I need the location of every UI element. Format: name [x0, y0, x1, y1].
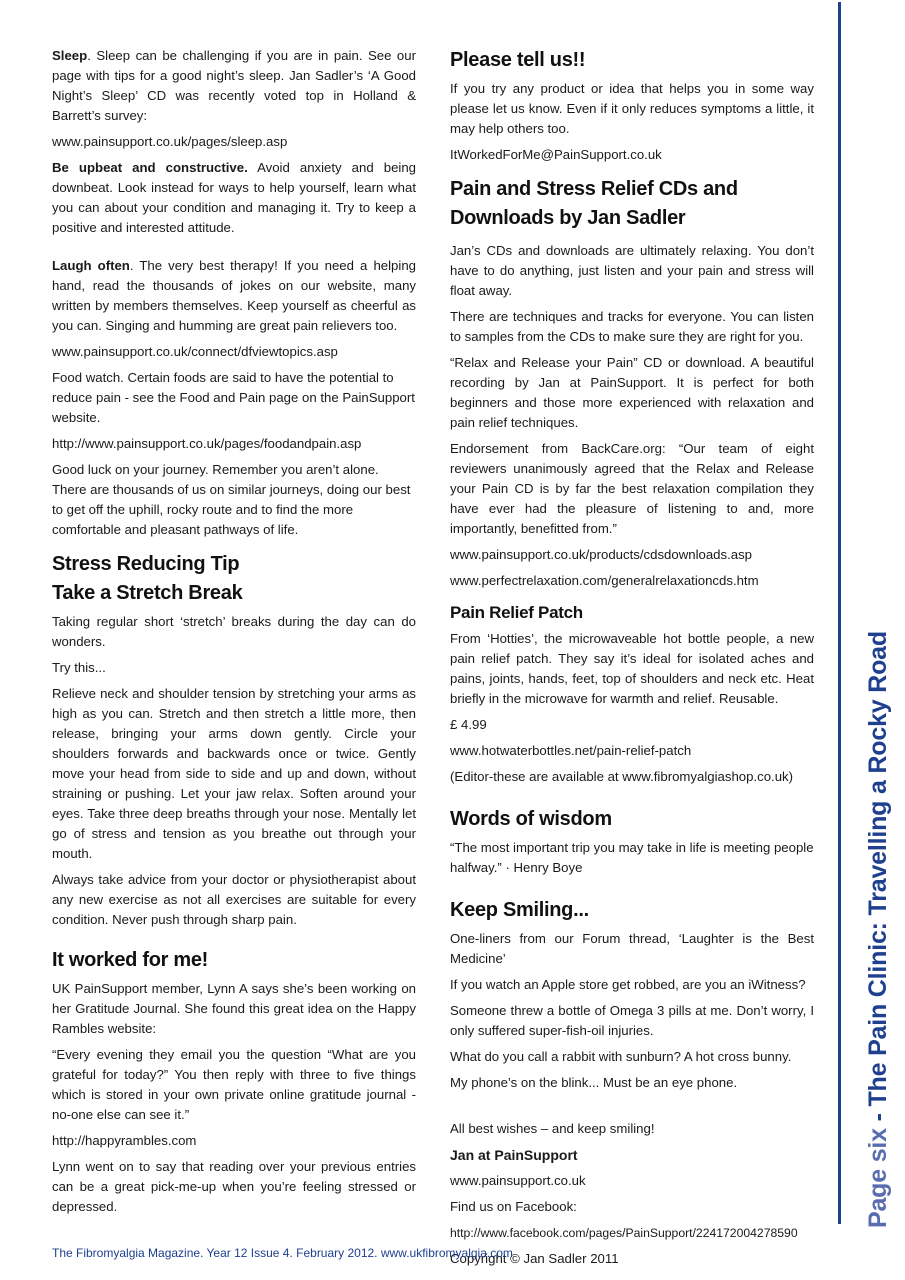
side-rule [838, 2, 841, 1224]
stretch-title: Take a Stretch Break [52, 582, 243, 604]
sleep-link[interactable]: www.painsupport.co.uk/pages/sleep.asp [52, 134, 288, 149]
laugh-paragraph [52, 256, 416, 336]
wisdom-section [450, 805, 814, 878]
patch-section [450, 601, 814, 787]
cds-p3: “Relax and Release your Pain” CD or download. A beautiful recording by Jan at PainSupport. It is perfect for both beginners and those more experienced with relaxation and pain relief techniques. [450, 355, 814, 430]
patch-link[interactable]: www.hotwaterbottles.net/pain-relief-patch [450, 743, 692, 758]
wisdom-title: Words of wisdom [450, 808, 612, 830]
copyright: Copyright © Jan Sadler 2011 [450, 1251, 619, 1266]
left-column [52, 46, 416, 1223]
cds-title-line1: Pain and Stress Relief CDs and [450, 178, 738, 200]
page-footer: The Fibromyalgia Magazine. Year 12 Issue 4. February 2012. www.ukfibromyalgia.com [52, 1246, 513, 1260]
patch-text: From ‘Hotties’, the microwaveable hot bottle people, a new pain relief patch. They say it’s ideal for isolated aches and pains, joints, hands, feet, top of shoulders and neck etc. Heat briefly in the microwave for warmth and relief. Reusable. [450, 631, 814, 706]
worked-section [52, 946, 416, 1217]
patch-price: £ 4.99 [450, 717, 487, 732]
facebook-link[interactable]: http://www.facebook.com/pages/PainSupport/224172004278590 [450, 1226, 798, 1240]
sleep-paragraph [52, 46, 416, 126]
laugh-lead: Laugh often [52, 258, 130, 273]
stress-title: Stress Reducing Tip [52, 553, 240, 575]
worked-title: It worked for me! [52, 949, 209, 971]
facebook-label: Find us on Facebook: [450, 1199, 577, 1214]
smiling-section [450, 896, 814, 1093]
section-title: - The Pain Clinic: Travelling a Rocky Road [864, 631, 892, 1129]
joke-item: Someone threw a bottle of Omega 3 pills at me. Don’t worry, I only suffered super-fish-oil injuries. [450, 1003, 814, 1038]
joke-item: If you watch an Apple store get robbed, are you an iWitness? [450, 977, 806, 992]
stress-advice: Always take advice from your doctor or physiotherapist about any new exercise as not all exercises are suitable for every condition. Never push through sharp pain. [52, 872, 416, 927]
forum-link[interactable]: www.painsupport.co.uk/connect/dfviewtopics.asp [52, 344, 338, 359]
joke-item: What do you call a rabbit with sunburn? A hot cross bunny. [450, 1049, 792, 1064]
luck-paragraph: Good luck on your journey. Remember you aren’t alone. There are thousands of us on similar journeys, doing our best to get off the uphill, rocky route and to find the more comfortable and pleasant pathways of life. [52, 462, 411, 537]
relaxation-link[interactable]: www.perfectrelaxation.com/generalrelaxationcds.htm [450, 573, 759, 588]
cds-p2: There are techniques and tracks for everyone. You can listen to samples from the CDs to make sure they are right for you. [450, 309, 814, 344]
right-column [450, 46, 814, 1275]
smiling-intro: One-liners from our Forum thread, ‘Laughter is the Best Medicine’ [450, 931, 814, 966]
editor-note: (Editor-these are available at www.fibromyalgiashop.co.uk) [450, 769, 794, 784]
stress-section [52, 550, 416, 930]
signoff-wishes: All best wishes – and keep smiling! [450, 1121, 655, 1136]
happyrambles-link[interactable]: http://happyrambles.com [52, 1133, 197, 1148]
upbeat-paragraph [52, 158, 416, 238]
stress-try: Try this... [52, 660, 106, 675]
stress-intro: Taking regular short ‘stretch’ breaks during the day can do wonders. [52, 614, 416, 649]
cds-endorsement: Endorsement from BackCare.org: “Our team of eight reviewers unanimously agreed that the Relax and Release your Pain CD is by far the best relaxation compilation they have ever had the pleasure of listening to and, more importantly, benefitted from.” [450, 441, 814, 536]
food-paragraph: Food watch. Certain foods are said to have the potential to reduce pain - see the Food and Pain page on the PainSupport website. [52, 370, 415, 425]
page-number: Page six [864, 1128, 892, 1228]
cds-p1: Jan’s CDs and downloads are ultimately relaxing. You don’t have to do anything, just listen and your pain and stress will float away. [450, 243, 814, 298]
signoff-name: Jan at PainSupport [450, 1147, 578, 1163]
food-link[interactable]: http://www.painsupport.co.uk/pages/foodandpain.asp [52, 436, 362, 451]
joke-item: My phone’s on the blink... Must be an eye phone. [450, 1075, 738, 1090]
worked-quote: “Every evening they email you the question “What are you grateful for today?” You then reply with three to five things which is stored in your own private online gratitude journal - no-one else can see it.” [52, 1047, 416, 1122]
laugh-text: . The very best therapy! If you need a helping hand, read the thousands of jokes on our website, many written by members themselves. Keep yourself as cheerful as you can. Singing and humming are great pain relievers too. [52, 258, 416, 333]
painsupport-link[interactable]: www.painsupport.co.uk [450, 1173, 586, 1188]
side-title [864, 631, 893, 1228]
wisdom-quote: “The most important trip you may take in life is meeting people halfway.” · Henry Boye [450, 840, 814, 875]
patch-title: Pain Relief Patch [450, 603, 583, 622]
stress-instructions: Relieve neck and shoulder tension by stretching your arms as high as you can. Stretch and then stretch a little more, then release, bringing your arms down gently. Circle your shoulders forwards and backwards once or twice. Gently move your head from side to side and up and down, without straining or pushing. Let your jaw relax. Soften around your eyes. Take three deep breaths through your nose. Mentally let go of stress and tension as you breathe out through your mouth. [52, 686, 416, 861]
tell-title: Please tell us!! [450, 49, 586, 71]
cds-section [450, 175, 814, 591]
smiling-title: Keep Smiling... [450, 899, 589, 921]
worked-intro: UK PainSupport member, Lynn A says she’s been working on her Gratitude Journal. She found this great idea on the Happy Rambles website: [52, 981, 416, 1036]
sleep-text: . Sleep can be challenging if you are in pain. See our page with tips for a good night’s sleep. Jan Sadler’s ‘A Good Night’s Sleep’ CD was recently voted top in Holland & Barrett’s survey: [52, 48, 416, 123]
tell-email-link[interactable]: ItWorkedForMe@PainSupport.co.uk [450, 147, 662, 162]
tell-text: If you try any product or idea that helps you in some way please let us know. Even if it only reduces symptoms a little, it may help others too. [450, 81, 814, 136]
sleep-lead: Sleep [52, 48, 88, 63]
worked-outro: Lynn went on to say that reading over your previous entries can be a great pick-me-up when you’re feeling stressed or depressed. [52, 1159, 416, 1214]
cds-title-line2: Downloads by Jan Sadler [450, 207, 686, 229]
cds-link[interactable]: www.painsupport.co.uk/products/cdsdownloads.asp [450, 547, 753, 562]
upbeat-text: Avoid anxiety and being downbeat. Look instead for ways to help yourself, learn what you can about your condition and managing it. Try to keep a positive and interested attitude. [52, 160, 416, 235]
upbeat-lead: Be upbeat and constructive. [52, 160, 248, 175]
